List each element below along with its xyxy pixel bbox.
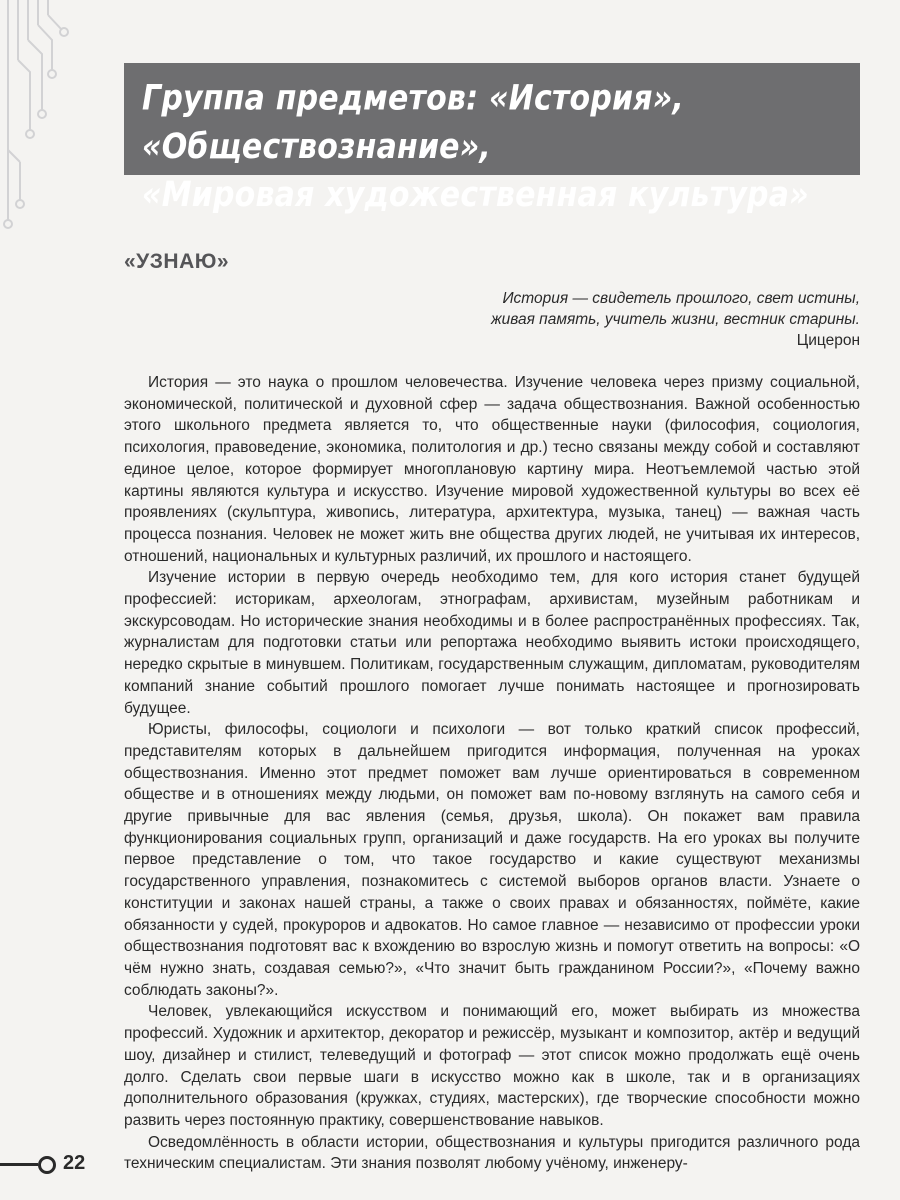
page-title xyxy=(142,75,842,220)
paragraph: Осведомлённость в области истории, обществознания и культуры пригодится различного рода техническим специалистам. Эти знания позволят любому учёному, инженеру- xyxy=(124,1133,860,1173)
title-line-1: Группа предметов: «История», «Обществознание», xyxy=(142,78,684,167)
epigraph-line-2: живая память, учитель жизни, вестник старины. xyxy=(490,311,860,328)
epigraph-line-1: История — свидетель прошлого, свет истины, xyxy=(502,290,860,307)
page-number: 22 xyxy=(63,1152,86,1174)
paragraph: История — это наука о прошлом человечества. Изучение человека через призму социальной, экономической, политической и духовной сфер — задача обществознания. Важной особенностью этого школьного предмета является то, что общественные науки (философия, социология, психология, правоведение, экономика, политология и др.) тесно связаны между собой и составляют единое целое, которое формирует многоплановую картину мира. Неотъемлемой частью этой картины являются культура и искусство. Изучение мировой художественной культуры во всех её проявлениях (скульптура, живопись, литература, архитектура, музыка, танец) — важная часть процесса познания. Человек не может жить вне общества других людей, не учитывая их интересов, отношений, национальных и культурных различий, их прошлого и настоящего. xyxy=(124,374,860,565)
paragraph: Юристы, философы, социологи и психологи — вот только краткий список профессий, представителям которых в дальнейшем пригодится информация, полученная на уроках обществознания. Именно этот предмет поможет вам лучше ориентироваться в современном обществе и в отношениях между людьми, он поможет вам по-новому взглянуть на самого себя и другие привычные для вас явления (семья, друзья, школа). Он покажет вам правила функционирования социальных групп, организаций и даже государств. На его уроках вы получите первое представление о том, что такое государство и какие существуют механизмы государственного управления, познакомитесь с системой выборов органов власти. Узнаете о конституции и законах нашей страны, а также о своих правах и обязанностях, поймёте, какие обязанности у судей, прокуроров и адвокатов. Но самое главное — независимо от профессии уроки обществознания подготовят вас к вхождению во взрослую жизнь и помогут ответить на вопросы: «О чём нужно знать, создавая семью?», «Что значит быть гражданином России?», «Почему важно соблюдать законы?». xyxy=(124,721,860,999)
epigraph xyxy=(360,288,860,351)
title-line-2: «Мировая художественная культура» xyxy=(142,175,809,216)
body-text xyxy=(124,372,860,1175)
footer-line xyxy=(0,1163,38,1166)
page-footer xyxy=(0,1150,120,1180)
paragraph: Человек, увлекающийся искусством и понимающий его, может выбирать из множества профессий. Художник и архитектор, декоратор и режиссёр, музыкант и композитор, актёр и ведущий шоу, дизайнер и стилист, телеведущий и фотограф — этот список можно продолжать ещё очень долго. Сделать свои первые шаги в искусство можно как в школе, так и в организациях дополнительного образования (кружках, студиях, мастерских), где творческие способности можно развить через постоянную практику, совершенствование навыков. xyxy=(124,1003,860,1129)
header-band xyxy=(124,63,860,216)
footer-circle-icon xyxy=(38,1156,56,1174)
section-heading: «УЗНАЮ» xyxy=(124,250,230,273)
circuit-decoration xyxy=(0,0,70,240)
paragraph: Изучение истории в первую очередь необходимо тем, для кого история станет будущей профессией: историкам, археологам, этнографам, архивистам, музейным работникам и экскурсоводам. Но исторические знания необходимы и в более распространённых профессиях. Так, журналистам для подготовки статьи или репортажа необходимо выявить истоки происходящего, нередко скрытые в минувшем. Политикам, государственным служащим, дипломатам, руководителям компаний знание событий прошлого помогает лучше понимать настоящее и прогнозировать будущее. xyxy=(124,569,860,717)
epigraph-author: Цицерон xyxy=(796,332,860,349)
